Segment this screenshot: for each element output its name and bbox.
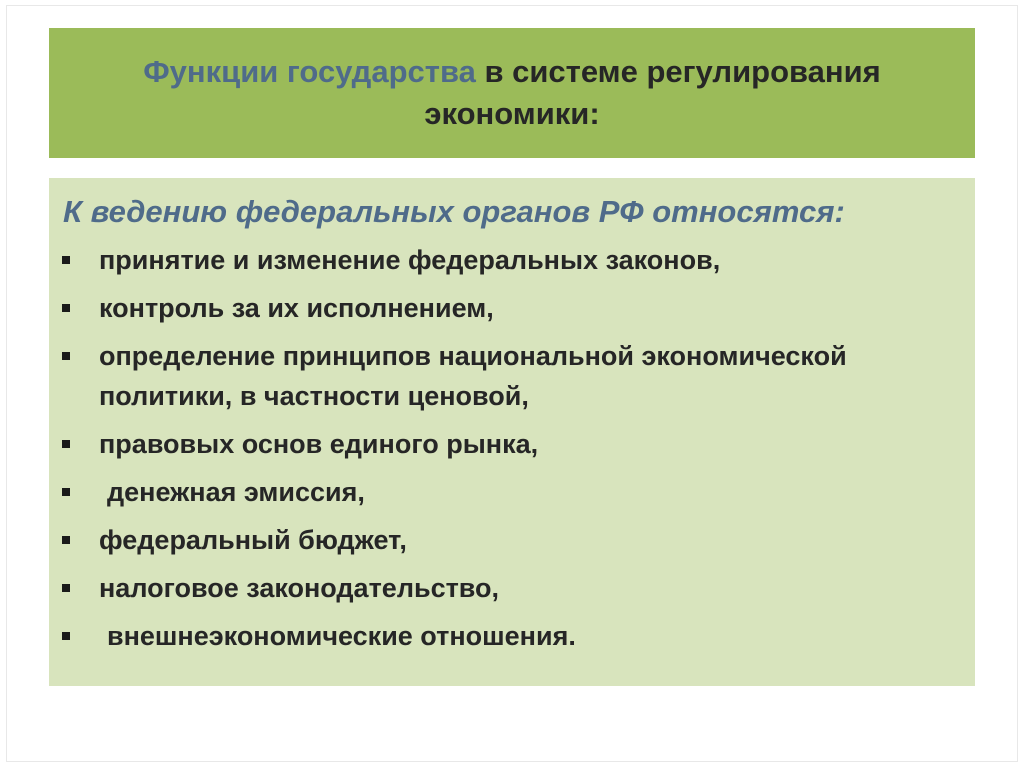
list-item [49,240,975,280]
content-subheading: К ведению федеральных органов РФ относятся: [63,194,845,229]
list-item-text: внешнеэкономические отношения. [107,621,576,651]
title-banner [49,28,975,158]
title-line-1 [143,51,881,93]
square-bullet-icon [62,536,70,544]
title-accent: Функции государства [143,54,476,89]
list-item-text: определение принципов национальной экономической политики, в частности ценовой, [99,341,847,411]
square-bullet-icon [62,256,70,264]
list-item [49,568,975,608]
bullet-list [49,240,975,664]
square-bullet-icon [62,632,70,640]
square-bullet-icon [62,352,70,360]
square-bullet-icon [62,304,70,312]
list-item [49,424,975,464]
square-bullet-icon [62,488,70,496]
title-rest: в системе регулирования [475,54,881,89]
list-item [49,288,975,328]
list-item-text: денежная эмиссия, [107,477,365,507]
list-item [49,336,975,416]
title-line-2: экономики: [424,96,600,131]
square-bullet-icon [62,440,70,448]
list-item-text: федеральный бюджет, [99,525,407,555]
list-item [49,520,975,560]
square-bullet-icon [62,584,70,592]
list-item [49,616,975,656]
list-item-text: контроль за их исполнением, [99,293,494,323]
list-item-text: принятие и изменение федеральных законов, [99,245,721,275]
list-item-text: налоговое законодательство, [99,573,500,603]
list-item [49,472,975,512]
list-item-text: правовых основ единого рынка, [99,429,539,459]
content-panel [49,178,975,686]
